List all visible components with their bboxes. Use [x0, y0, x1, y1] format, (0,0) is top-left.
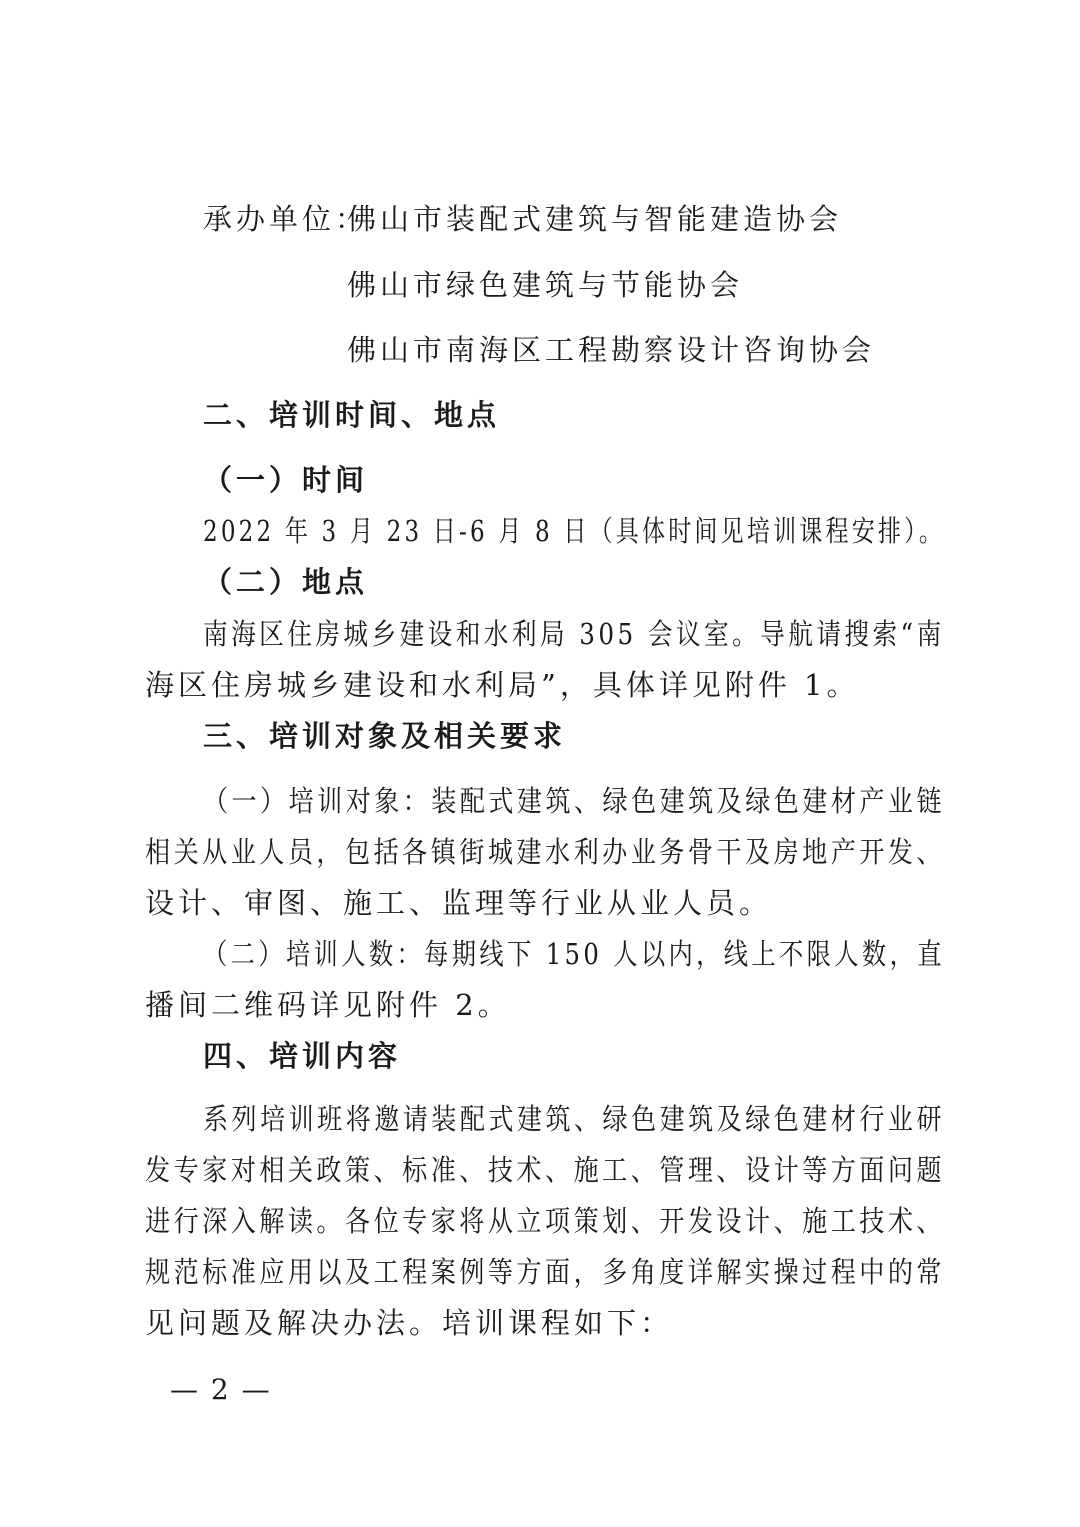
subsection-heading: （二）地点: [203, 565, 369, 599]
organizer-item: 佛山市南海区工程勘察设计咨询协会: [347, 333, 876, 367]
paragraph-line: （二）培训人数：每期线下 150 人以内，线上不限人数，直: [203, 937, 945, 971]
paragraph-line: 系列培训班将邀请装配式建筑、绿色建筑及绿色建材行业研: [203, 1102, 946, 1136]
section-heading: 二、培训时间、地点: [203, 398, 501, 432]
paragraph-line: 海区住房城乡建设和水利局”，具体详见附件 1。: [145, 668, 860, 702]
paragraph-line: 进行深入解读。各位专家将从立项策划、开发设计、施工技术、: [145, 1204, 946, 1238]
organizers-label: 承办单位：: [203, 202, 369, 236]
paragraph-line: （一）培训对象：装配式建筑、绿色建筑及绿色建材产业链: [203, 784, 946, 818]
paragraph-line: 设计、审图、施工、监理等行业从业人员。: [145, 886, 773, 920]
section-heading: 三、培训对象及相关要求: [203, 719, 567, 753]
paragraph-line: 播间二维码详见附件 2。: [145, 988, 511, 1022]
paragraph-line: 发专家对相关政策、标准、技术、施工、管理、设计等方面问题: [145, 1153, 946, 1187]
paragraph-line: 南海区住房城乡建设和水利局 305 会议室。导航请搜索“南: [203, 617, 945, 651]
paragraph-line: 见问题及解决办法。培训课程如下：: [145, 1306, 674, 1340]
subsection-heading: （一）时间: [203, 463, 369, 497]
organizer-item: 佛山市绿色建筑与节能协会: [347, 268, 744, 302]
paragraph-line: 2022 年 3 月 23 日-6 月 8 日（具体时间见培训课程安排）。: [203, 514, 946, 548]
organizer-item: 佛山市装配式建筑与智能建造协会: [347, 202, 843, 236]
paragraph-line: 相关从业人员，包括各镇街城建水利办业务骨干及房地产开发、: [145, 835, 946, 869]
section-heading: 四、培训内容: [203, 1039, 402, 1073]
paragraph-line: 规范标准应用以及工程案例等方面，多角度详解实操过程中的常: [145, 1255, 946, 1289]
page-number: — 2 —: [170, 1373, 272, 1406]
